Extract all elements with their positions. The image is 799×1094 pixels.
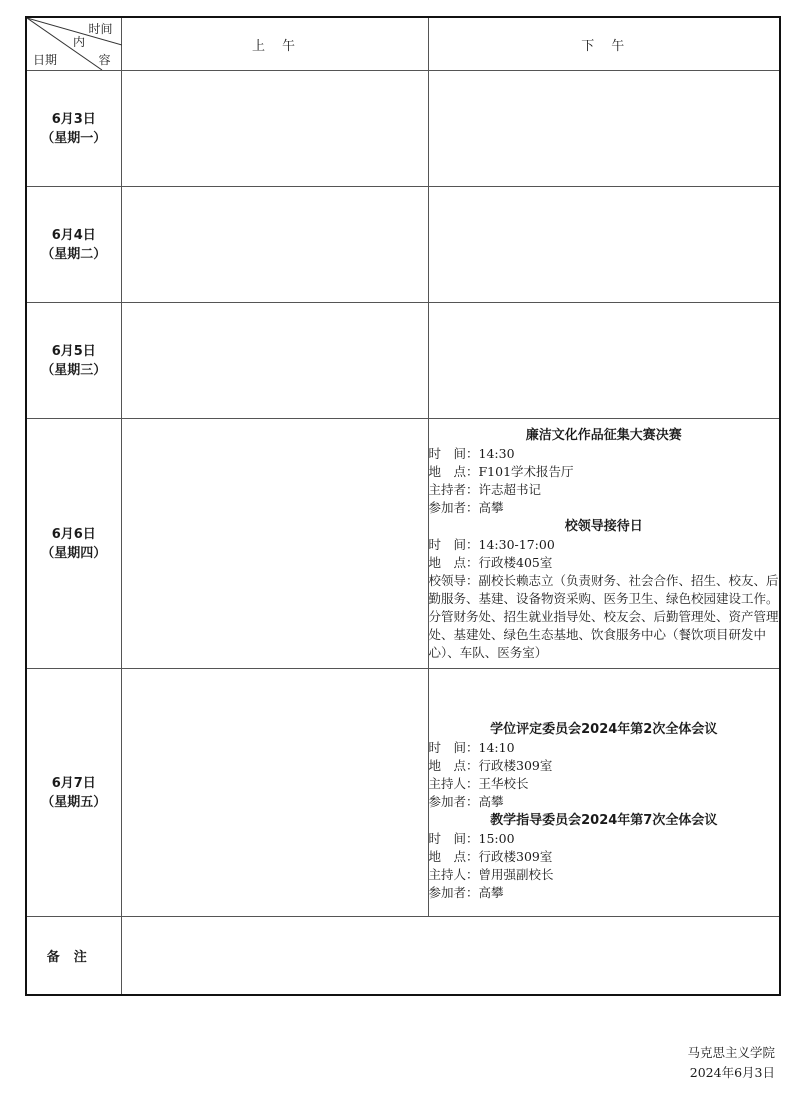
- afternoon-cell: [428, 187, 780, 303]
- date-text: 6月3日: [51, 111, 96, 127]
- schedule-table: [25, 16, 781, 996]
- event-leader: 校领导：副校长赖志立（负责财务、社会合作、招生、校友、后勤服务、基建、设备物资采购、医务卫生、绿色校园建设工作。分管财务处、招生就业指导处、校友会、后勤管理处、资产管理处、基建处、绿色生态基地、饮食服务中心（餐饮项目研发中心）、车队、医务室）: [428, 572, 779, 660]
- event-location: 地 点：F101学术报告厅: [428, 463, 574, 479]
- event-title: 校领导接待日: [564, 518, 643, 534]
- afternoon-cell: [428, 71, 780, 187]
- table-row: [26, 669, 780, 917]
- afternoon-column-header: 下 午: [428, 17, 780, 71]
- header-row: [26, 17, 780, 71]
- afternoon-cell: [428, 419, 780, 669]
- footer-date: 2024年6月3日: [689, 1065, 775, 1080]
- footer-organization: 马克思主义学院: [687, 1045, 775, 1060]
- event-time: 时 间：15:00: [428, 830, 515, 846]
- morning-column-header: 上 午: [121, 17, 428, 71]
- header-content-label-2: 容: [98, 53, 111, 67]
- table-row: [26, 71, 780, 187]
- header-content-label-1: 内: [73, 35, 86, 49]
- weekday-text: （星期一）: [41, 130, 107, 146]
- afternoon-cell: [428, 669, 780, 917]
- morning-cell: [121, 419, 428, 669]
- event-title: 廉洁文化作品征集大赛决赛: [525, 427, 682, 443]
- date-cell: [26, 187, 121, 303]
- date-text: 6月4日: [51, 227, 96, 243]
- event-attendee: 参加者：高攀: [428, 793, 504, 809]
- date-cell: [26, 419, 121, 669]
- header-time-label: 时间: [88, 22, 113, 36]
- table-row: [26, 419, 780, 669]
- table-row: [26, 187, 780, 303]
- event-host: 主持人：王华校长: [428, 775, 529, 791]
- afternoon-cell: [428, 303, 780, 419]
- event-host: 主持者：许志超书记: [428, 481, 542, 497]
- date-text: 6月7日: [51, 775, 96, 791]
- event-time: 时 间：14:10: [428, 739, 515, 755]
- event-time: 时 间：14:30-17:00: [428, 536, 555, 552]
- weekday-text: （星期三）: [41, 362, 107, 378]
- morning-cell: [121, 303, 428, 419]
- event-time: 时 间：14:30: [428, 445, 515, 461]
- date-cell: [26, 303, 121, 419]
- remarks-row: [26, 917, 780, 995]
- morning-cell: [121, 669, 428, 917]
- event-attendee: 参加者：高攀: [428, 884, 504, 900]
- event-title: 学位评定委员会2024年第2次全体会议: [490, 721, 718, 737]
- event-location: 地 点：行政楼405室: [428, 554, 553, 570]
- table-row: [26, 303, 780, 419]
- date-cell: [26, 71, 121, 187]
- event-location: 地 点：行政楼309室: [428, 848, 553, 864]
- header-date-label: 日期: [33, 53, 58, 67]
- diagonal-header-cell: [26, 17, 121, 71]
- date-cell: [26, 669, 121, 917]
- remarks-label: 备注: [26, 917, 121, 995]
- date-text: 6月6日: [51, 526, 96, 542]
- event-location: 地 点：行政楼309室: [428, 757, 553, 773]
- event-attendee: 参加者：高攀: [428, 499, 504, 515]
- event-title: 教学指导委员会2024年第7次全体会议: [490, 812, 718, 828]
- remarks-cell: [121, 917, 780, 995]
- date-text: 6月5日: [51, 343, 96, 359]
- weekday-text: （星期四）: [41, 545, 107, 561]
- event-host: 主持人：曾用强副校长: [428, 866, 554, 882]
- morning-cell: [121, 187, 428, 303]
- morning-cell: [121, 71, 428, 187]
- weekday-text: （星期二）: [41, 246, 107, 262]
- weekday-text: （星期五）: [41, 794, 107, 810]
